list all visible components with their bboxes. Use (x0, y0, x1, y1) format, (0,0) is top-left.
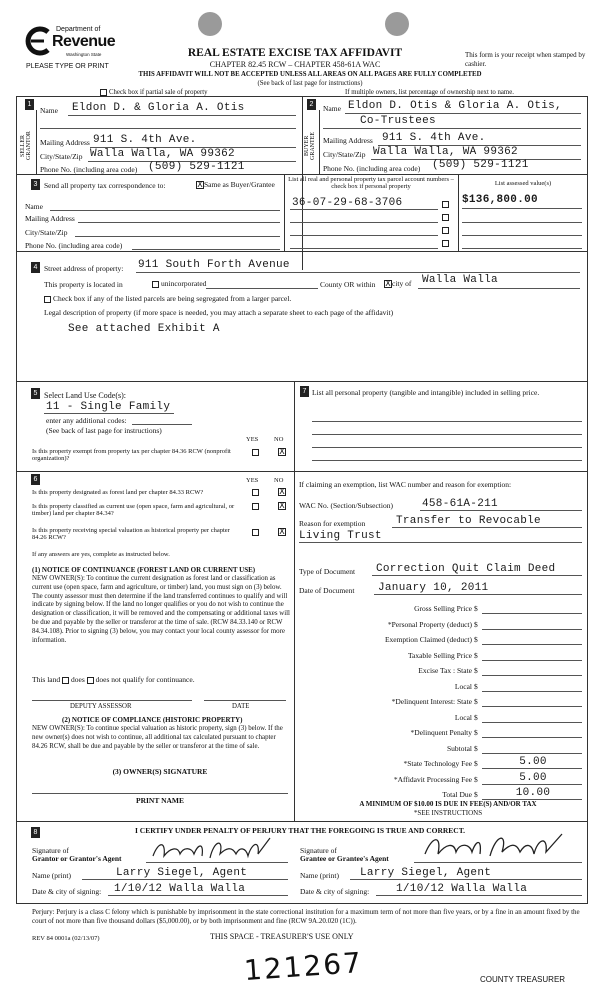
tax-row-line (482, 722, 582, 723)
unincorporated-label: unincorporated (161, 279, 207, 288)
grantor-sig-label-2: Grantor or Grantor's Agent (32, 854, 122, 863)
tax-row-label: Local (454, 712, 472, 722)
dor-logo (22, 24, 117, 62)
doc-type-field[interactable]: Correction Quit Claim Deed (376, 563, 556, 575)
tax-row-label: Subtotal (446, 743, 472, 753)
please-type: PLEASE TYPE OR PRINT (26, 63, 109, 70)
s6-no-header: NO (274, 477, 284, 484)
additional-codes-label: enter any additional codes: (46, 416, 127, 425)
buyer-city-field[interactable]: Walla Walla, WA 99362 (373, 146, 518, 158)
s5-no-header: NO (274, 436, 284, 443)
segregated-checkbox[interactable] (44, 294, 291, 303)
tax-row-dollar: $ (474, 635, 478, 644)
corr-city-label: City/State/Zip (25, 228, 68, 237)
same-as-buyer-checkbox[interactable] (196, 180, 275, 189)
tax-row-label: *State Technology Fee (403, 759, 472, 768)
current-use-yes-checkbox[interactable] (252, 503, 259, 510)
form-title: REAL ESTATE EXCISE TAX AFFIDAVIT (187, 47, 403, 59)
notice1-body: NEW OWNER(S): To continue the current designation as forest land or classification as current use (open space, farm and agriculture, or timber) land, you must sign on (3) below. The county assessor must then determine if the land transferred continues to qualify and will indicate by signing below. If the land no longer qualifies or you do not wish to continue the designation or classification, it will be removed and the compensating or additional taxes will be due and payable by the seller or transferor at the time of sale. (RCW 84.33.140 or RCW 84.34.108). Prior to signing (3) below, you may contact your local county assessor for more information. (32, 575, 290, 644)
buyer-phone-field[interactable]: (509) 529-1121 (432, 159, 529, 171)
doc-date-label: Date of Document (299, 586, 355, 595)
s5-yes-header: YES (246, 436, 259, 443)
doc-type-label: Type of Document (299, 567, 356, 576)
see-back-note: (See back of last page for instructions) (257, 80, 363, 87)
tax-row-dollar: $ (474, 790, 478, 799)
tax-row-line (482, 675, 582, 676)
seller-mail-field[interactable]: 911 S. 4th Ave. (93, 134, 197, 146)
minimum-due-note: A MINIMUM OF $10.00 IS DUE IN FEE(S) AND/OR TAX (359, 800, 537, 808)
tax-row-label: Gross Selling Price (414, 604, 472, 613)
same-as-buyer-label: Same as Buyer/Grantee (204, 180, 275, 189)
grantee-date-label: Date & city of signing: (300, 887, 370, 896)
tax-row-line (482, 629, 582, 630)
does-label: does (71, 675, 85, 684)
corr-name-label: Name (25, 202, 43, 211)
located-label: This property is located in (44, 280, 123, 289)
partial-sale-checkbox[interactable] (100, 89, 208, 96)
street-label: Street address of property: (44, 264, 124, 273)
personal-prop-checkbox-4[interactable] (442, 240, 449, 247)
tax-row-dollar: $ (474, 712, 478, 722)
city-field[interactable]: Walla Walla (422, 274, 498, 286)
assessed-header: List assessed value(s) (494, 180, 552, 187)
seller-side-label: SELLER GRANTOR (20, 131, 32, 161)
tax-row-line (482, 644, 582, 645)
tax-row-dollar: $ (474, 604, 478, 613)
perjury-note: Perjury: Perjury is a class C felony which is punishable by imprisonment in the state correctional institution for a maximum term of not more than five years, or by a fine in an amount fixed by the court of not more than five thousand dollars ($5,000.00), or by both imprisonment and fine (RCW 9A.20.020 (1C)). (32, 908, 580, 926)
does-not-checkbox[interactable] (87, 677, 94, 684)
buyer-mail-label: Mailing Address (323, 136, 373, 145)
tax-row-dollar: $ (474, 666, 478, 675)
section-3-badge: 3 (31, 179, 40, 190)
section-7-badge: 7 (300, 386, 309, 397)
seller-city-label: City/State/Zip (40, 152, 83, 161)
tax-row-label: Local (454, 681, 472, 691)
land-use-code-field[interactable]: 11 - Single Family (46, 401, 171, 413)
buyer-mail-field[interactable]: 911 S. 4th Ave. (382, 132, 486, 144)
this-land-row (32, 675, 195, 684)
tax-row-label: Exemption Claimed (deduct) (384, 635, 472, 644)
current-use-no-checkbox[interactable]: X (279, 501, 285, 510)
section-4-badge: 4 (31, 262, 40, 273)
buyer-phone-label: Phone No. (including area code) (323, 164, 421, 173)
grantor-name-field[interactable]: Larry Siegel, Agent (116, 867, 248, 879)
notice2-title: (2) NOTICE OF COMPLIANCE (HISTORIC PROPERTY) (62, 716, 243, 724)
tax-row-value[interactable]: 5.00 (519, 771, 547, 784)
corr-mail-label: Mailing Address (25, 214, 75, 223)
forest-question: Is this property designated as forest land per chapter 84.33 RCW? (32, 489, 204, 496)
tax-row-label: Taxable Selling Price (407, 650, 472, 660)
wac-label: WAC No. (Section/Subsection) (299, 501, 393, 510)
personal-prop-checkbox-2[interactable] (442, 214, 449, 221)
punch-hole-left (198, 12, 222, 36)
legal-desc-label: Legal description of property (if more space is needed, you may attach a separate sheet to each page of the affidavit) (44, 308, 394, 317)
see-instructions: *SEE INSTRUCTIONS (413, 809, 483, 817)
tax-row-line (482, 660, 582, 661)
exempt-yes-checkbox[interactable] (252, 449, 259, 456)
tax-row-label: *Affidavit Processing Fee (393, 774, 472, 784)
tax-row-label: Total Due (442, 790, 472, 799)
parcel-number-field[interactable]: 36-07-29-68-3706 (292, 197, 403, 209)
seller-mail-label: Mailing Address (40, 138, 90, 147)
tax-row-dollar: $ (474, 743, 478, 753)
grantor-sig-label-1: Signature of (32, 846, 69, 855)
tax-row-label: Excise Tax : State (418, 666, 472, 675)
city-of-label: city of (392, 279, 412, 288)
tax-row-value[interactable]: 5.00 (519, 756, 547, 768)
street-field[interactable]: 911 South Forth Avenue (138, 259, 290, 271)
reason-field-2[interactable]: Living Trust (299, 530, 382, 542)
tax-row-line (482, 753, 582, 754)
notice2-body: NEW OWNER(S): To continue special valuation as historic property, sign (3) below. If the new owner(s) does not wish to continue, all additional tax calculated pursuant to chapter 84.26 RCW, shall be due and payable by the seller or transferor at the time of sale. (32, 725, 283, 750)
owner-signature-label: (3) OWNER(S) SIGNATURE (112, 767, 208, 776)
tax-row-dollar: $ (474, 681, 478, 691)
personal-prop-checkbox-1[interactable] (442, 201, 449, 208)
seller-phone-field[interactable]: (509) 529-1121 (148, 161, 245, 173)
parcel-header: List all real and personal property tax parcel account numbers – check box if personal property (288, 176, 454, 191)
county-or-label: County OR within (320, 280, 376, 289)
section-1-badge: 1 (25, 99, 34, 110)
tax-row-line (482, 706, 582, 707)
exempt-question: Is this property exempt from property tax per chapter 84.36 RCW (nonprofit organization)? (32, 448, 231, 463)
reason-field-1[interactable]: Transfer to Revocable (396, 515, 541, 527)
reason-label: Reason for exemption (299, 519, 366, 528)
tax-row-line (482, 737, 582, 738)
tax-row-label: *Delinquent Interest: State (391, 697, 472, 706)
tax-row-dollar: $ (474, 728, 478, 737)
corr-phone-label: Phone No. (including area code) (25, 241, 123, 250)
print-name-label: PRINT NAME (136, 796, 184, 805)
receipt-note: This form is your receipt when stamped by cashier. (465, 51, 586, 68)
assessed-value-field[interactable]: $136,800.00 (462, 194, 538, 206)
tax-row-dollar: $ (474, 774, 478, 784)
punch-hole-right (385, 12, 409, 36)
grantee-name-field[interactable]: Larry Siegel, Agent (360, 867, 492, 879)
personal-prop-checkbox-3[interactable] (442, 227, 449, 234)
date-label: DATE (232, 703, 250, 710)
does-not-label: does not (95, 675, 121, 684)
historic-question: Is this property receiving special valuation as historical property per chapter 84.26 RCW? (32, 527, 230, 542)
does-checkbox[interactable] (62, 677, 69, 684)
grantee-name-label: Name (print) (300, 871, 339, 880)
deputy-assessor-label: DEPUTY ASSESSOR (70, 703, 132, 710)
forest-no-checkbox[interactable]: X (279, 487, 285, 496)
buyer-name-field-1[interactable]: Eldon D. Otis & Gloria A. Otis, (348, 100, 562, 112)
form-chapter: CHAPTER 82.45 RCW – CHAPTER 458-61A WAC (209, 60, 381, 69)
grantor-date-label: Date & city of signing: (32, 887, 102, 896)
land-use-label: Select Land Use Code(s): (44, 391, 126, 400)
buyer-side-label: BUYER GRANTEE (304, 132, 316, 160)
dept-line3: Washington State (66, 52, 102, 57)
segregated-label: Check box if any of the listed parcels are being segregated from a larger parcel. (53, 294, 292, 303)
qualify-label: qualify for continuance. (122, 675, 195, 684)
tax-row-label: *Delinquent Penalty (410, 728, 472, 737)
buyer-city-label: City/State/Zip (323, 150, 366, 159)
wac-field[interactable]: 458-61A-211 (422, 498, 498, 510)
grantee-sig-label-2: Grantee or Grantee's Agent (300, 854, 389, 863)
grantee-sig-label-1: Signature of (300, 846, 337, 855)
doc-date-field[interactable]: January 10, 2011 (378, 582, 489, 594)
same-as-buyer-check: X (197, 180, 203, 190)
personal-property-label: List all personal property (tangible and intangible) included in selling price. (312, 388, 540, 397)
city-of-checkbox[interactable] (384, 279, 411, 288)
grantee-date-field[interactable]: 1/10/12 Walla Walla (396, 883, 528, 895)
seller-name-field[interactable]: Eldon D. & Gloria A. Otis (72, 102, 245, 114)
treasurer-use-note: THIS SPACE - TREASURER'S USE ONLY (210, 932, 354, 941)
tax-row-value[interactable]: 10.00 (515, 787, 551, 799)
unincorporated-checkbox[interactable] (152, 279, 206, 288)
rev-number: REV 84 0001a (02/13/07) (32, 935, 100, 942)
dept-line2: Revenue (52, 33, 116, 50)
tax-row-line (482, 691, 582, 692)
tax-row-dollar: $ (474, 650, 478, 660)
tax-row-dollar: $ (474, 619, 478, 629)
dor-logo-icon (22, 26, 52, 56)
handwritten-number: 121267 (242, 945, 364, 988)
land-use-see-back: (See back of last page for instructions) (46, 426, 162, 435)
s6-yes-header: YES (246, 477, 259, 484)
multiple-owners-note: If multiple owners, list percentage of ownership next to name. (345, 89, 514, 96)
certify-text: I CERTIFY UNDER PENALTY OF PERJURY THAT THE FOREGOING IS TRUE AND CORRECT. (135, 826, 466, 835)
partial-sale-label: Check box if partial sale of property (109, 89, 208, 97)
send-correspondence-label: Send all property tax correspondence to: (44, 181, 166, 190)
section-5-badge: 5 (31, 388, 40, 399)
tax-row-line (482, 768, 582, 769)
current-use-question: Is this property classified as current use (open space, farm and agricultural, or timber) land per chapter 84.34? (32, 503, 235, 518)
seller-name-label: Name (40, 106, 58, 115)
city-of-check: X (385, 279, 391, 289)
tax-row-dollar: $ (474, 697, 478, 706)
forest-yes-checkbox[interactable] (252, 489, 259, 496)
historic-no-checkbox[interactable]: X (279, 527, 285, 536)
county-treasurer-stamp: COUNTY TREASURER (480, 975, 566, 984)
grantor-name-label: Name (print) (32, 871, 71, 880)
grantee-signature[interactable] (420, 830, 570, 864)
warning-text: THIS AFFIDAVIT WILL NOT BE ACCEPTED UNLESS ALL AREAS ON ALL PAGES ARE FULLY COMPLETED (138, 71, 482, 78)
historic-yes-checkbox[interactable] (252, 529, 259, 536)
buyer-name-field-2[interactable]: Co-Trustees (360, 115, 436, 127)
legal-desc-field[interactable]: See attached Exhibit A (68, 323, 220, 335)
seller-city-field[interactable]: Walla Walla, WA 99362 (90, 148, 235, 160)
dept-line1: Department of (56, 26, 101, 33)
exempt-no-checkbox[interactable]: X (279, 447, 285, 456)
tax-row-line (482, 613, 582, 614)
section-8-badge: 8 (31, 827, 40, 838)
tax-row-dollar: $ (474, 759, 478, 768)
section-2-badge: 2 (307, 99, 316, 110)
notice1-title: (1) NOTICE OF CONTINUANCE (FOREST LAND OR CURRENT USE) (32, 566, 256, 574)
grantor-date-field[interactable]: 1/10/12 Walla Walla (114, 883, 246, 895)
exemption-label: If claiming an exemption, list WAC number and reason for exemption: (299, 480, 512, 489)
tax-row-line (482, 784, 582, 785)
if-yes-note: If any answers are yes, complete as instructed below. (32, 551, 170, 558)
this-land-label: This land (32, 675, 61, 684)
seller-phone-label: Phone No. (including area code) (40, 165, 138, 174)
section-6-badge: 6 (31, 474, 40, 485)
tax-row-label: *Personal Property (deduct) (387, 619, 472, 629)
buyer-name-label: Name (323, 104, 341, 113)
